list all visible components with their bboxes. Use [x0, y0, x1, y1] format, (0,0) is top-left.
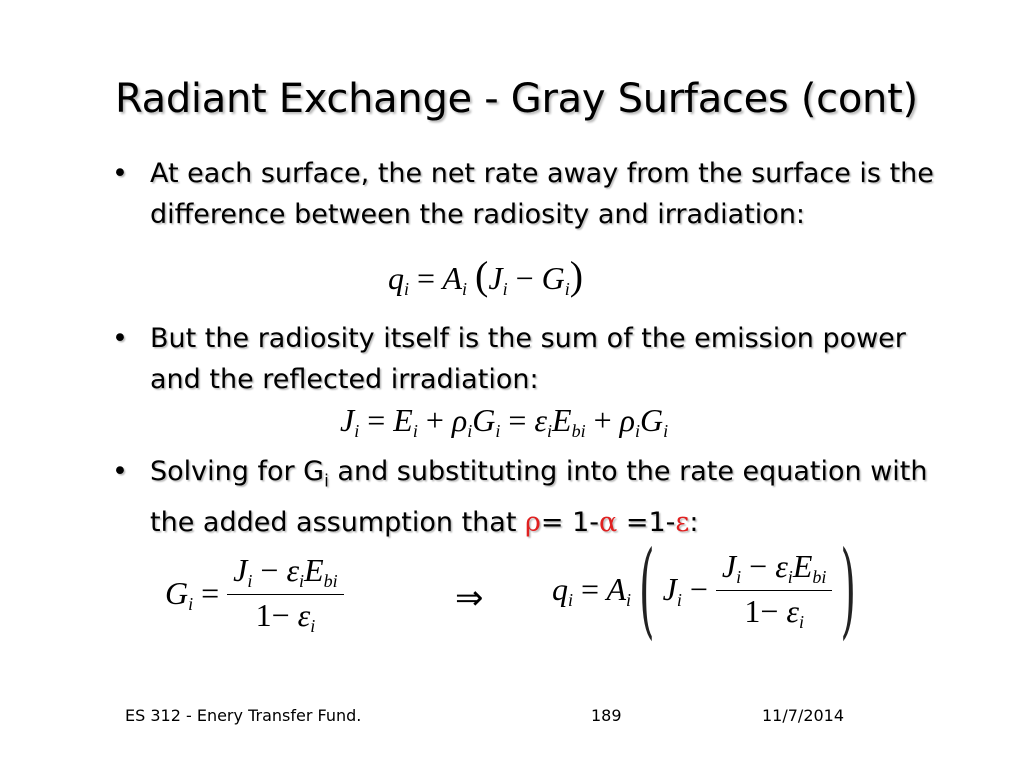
- equation-net-rate: $q_i = A_i$ $(J_i - G_i)$: [388, 253, 584, 299]
- bullet-item-3: [112, 451, 962, 543]
- bullet-text: At each surface, the net rate away from the surface is the difference between the radiosity and irradiation:: [150, 158, 934, 230]
- epsilon-symbol: ε: [675, 507, 690, 539]
- footer-page-number: 189: [591, 706, 622, 725]
- bullet-item-2: [112, 318, 962, 400]
- slide-title: Radiant Exchange - Gray Surfaces (cont): [115, 76, 918, 122]
- bullet-marker: •: [112, 323, 128, 354]
- footer-date: 11/7/2014: [762, 706, 845, 725]
- bullet-item-1: [112, 153, 962, 235]
- bullet-marker: •: [112, 456, 128, 487]
- rho-symbol: ρ: [525, 507, 541, 539]
- alpha-symbol: α: [599, 507, 618, 539]
- equation-irradiation: $G_i$ = $\frac{J_i - \varepsilon_iE_{bi}}{1- \varepsilon_i}$: [165, 552, 344, 637]
- footer-course: ES 312 - Enery Transfer Fund.: [125, 706, 362, 725]
- bullet-marker: •: [112, 158, 128, 189]
- implies-arrow-icon: ⇒: [455, 580, 484, 617]
- bullet-text: Solving for $G_i$ and substituting into the rate equation with the added assumption that ρ= 1-α =1-ε:: [150, 456, 928, 539]
- equation-radiosity: $J_i = E_i + \rho_iG_i = \varepsilon_iE_{bi} + \rho_iG_i$: [340, 402, 669, 441]
- equation-net-rate-final: $q_i = A_i$ ( $J_i$ − $\frac{J_i - \varepsilon_iE_{bi}}{1- \varepsilon_i}$ ): [552, 530, 856, 651]
- bullet-text: But the radiosity itself is the sum of the emission power and the reflected irradiation:: [150, 323, 906, 395]
